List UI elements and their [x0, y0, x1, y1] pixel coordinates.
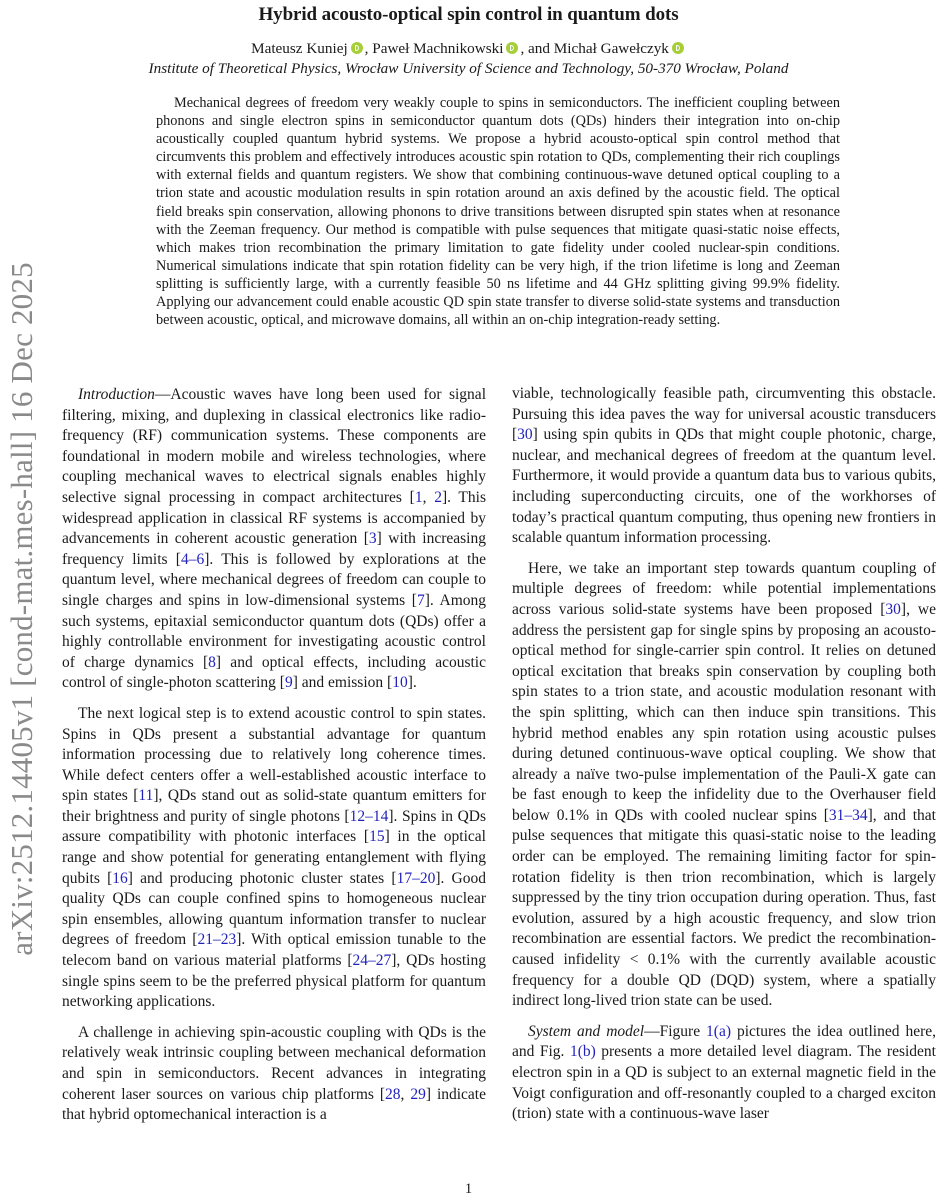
- section-heading: System and model: [528, 1022, 645, 1040]
- citation-link[interactable]: 17–20: [396, 869, 436, 887]
- author-separator: ,: [364, 40, 373, 57]
- paragraph: [512, 384, 936, 549]
- body-text: ].: [407, 674, 417, 692]
- body-text: ]. Good quality QDs can couple confined spins to homogeneous nuclear spin ensembles, allowing quantum information transfer to nuclear degrees of freedom [: [62, 869, 486, 949]
- body-text: A challenge in achieving spin-acoustic coupling with QDs is the relatively weak intrinsic coupling between mechanical deformation and spin in semiconductors. Recent advances in integrating coherent laser sources on various chip platforms [: [62, 1023, 486, 1103]
- citation-link[interactable]: 31–34: [828, 806, 868, 824]
- author-name: Michał Gawełczyk: [553, 40, 669, 57]
- citation-link[interactable]: 4–6: [180, 550, 205, 568]
- citation-link[interactable]: 30: [885, 600, 901, 618]
- body-text: pictures the idea outlined here, and Fig.: [512, 1022, 936, 1061]
- body-text: Here, we take an important step towards quantum coupling of multiple degrees of freedom: while potential implementations across various solid-state systems have been proposed [: [512, 559, 936, 618]
- author-name: Paweł Machnikowski: [372, 40, 504, 57]
- body-text: ] and producing photonic cluster states [: [127, 869, 397, 887]
- paragraph: [62, 385, 486, 694]
- body-text: ] and emission [: [292, 674, 393, 692]
- body-text: ] in the optical range and show potential for generating entanglement with flying qubits [: [62, 828, 486, 887]
- citation-link[interactable]: 2: [434, 488, 442, 506]
- author-name: Mateusz Kuniej: [251, 40, 348, 57]
- body-text: ]. With optical emission tunable to the telecom band on various material platforms [: [62, 931, 486, 970]
- body-column-right: [512, 384, 936, 1135]
- citation-link[interactable]: 21–23: [197, 931, 237, 949]
- orcid-icon[interactable]: [351, 42, 363, 54]
- body-text: The next logical step is to extend acoustic control to spin states. Spins in QDs present a substantial advantage for quantum information processing due to relatively long coherence times. While defect centers offer a well-established acoustic interface to spin states [: [62, 704, 486, 805]
- citation-link[interactable]: 12–14: [349, 807, 389, 825]
- citation-link[interactable]: 24–27: [352, 952, 392, 970]
- body-text: ]. This widespread application in classical RF systems is accompanied by advancements in coherent acoustic generation [: [62, 488, 486, 548]
- paragraph: [62, 704, 486, 1013]
- body-text: ], QDs hosting single spins seem to be the preferred physical platform for quantum networking applications.: [62, 952, 486, 1011]
- citation-link[interactable]: 15: [369, 828, 385, 846]
- orcid-icon[interactable]: [672, 42, 684, 54]
- paragraph: [512, 559, 936, 1012]
- body-text: ], QDs stand out as solid-state quantum emitters for their brightness and purity of single photons [: [62, 787, 486, 825]
- body-text: ], and that pulse sequences that mitigate this quasi-static noise to the leading order can be employed. The remaining limiting factor for spin-rotation fidelity is then trion recombination, which is largely suppressed by the tiny trion occupation during operation. Thus, fast evolution, assured by a high acoustic frequency, and slow trion recombination are essential factors. We predict the recombination-caused infidelity < 0.1% with the currently available acoustic frequency for a double QD (DQD) system, where a spatially indirect long-lived trion state can be used.: [512, 806, 936, 1010]
- body-text: ,: [422, 488, 435, 506]
- body-text: ] indicate that hybrid optomechanical interaction is a: [62, 1085, 486, 1124]
- paragraph: [62, 1023, 486, 1126]
- affiliation: Institute of Theoretical Physics, Wrocław University of Science and Technology, 50-370 Wrocław, Poland: [148, 60, 789, 77]
- citation-link[interactable]: 3: [368, 530, 377, 548]
- citation-link[interactable]: 29: [410, 1085, 426, 1103]
- citation-link[interactable]: 16: [112, 869, 128, 887]
- body-text: viable, technologically feasible path, circumventing this obstacle. Pursuing this idea paves the way for universal acoustic transducers [: [512, 385, 936, 444]
- body-text: ] using spin qubits in QDs that might couple photonic, charge, nuclear, and mechanical degrees of freedom at the quantum level. Furthermore, it would provide a quantum data bus to various qubits, including superconducting circuits, one of the workhorses of today’s practical quantum computing, thus opening new frontiers in scalable quantum information processing.: [512, 426, 936, 547]
- body-text: —Acoustic waves have long been used for signal filtering, mixing, and duplexing in classical electronics like radio-frequency (RF) communication systems. These components are foundational in modern mobile and wireless technologies, where coupling mechanical waves to electrical signals enables highly selective signal processing in compact architectures [: [62, 386, 486, 506]
- body-text: presents a more detailed level diagram. The resident electron spin in a QD is subject to an external magnetic field in the Voigt configuration and off-resonantly coupled to a charged exciton (trion) state with a continuous-wave laser: [512, 1043, 936, 1123]
- body-text: ]. Spins in QDs assure compatibility with photonic interfaces [: [62, 807, 486, 846]
- section-heading: Introduction: [78, 386, 155, 403]
- author-list: [0, 40, 937, 58]
- page-number: 1: [464, 1181, 473, 1197]
- arxiv-stamp: arXiv:2512.14405v1 [cond-mat.mes-hall] 16 Dec 2025: [4, 262, 39, 956]
- citation-link[interactable]: 1(a): [706, 1022, 731, 1040]
- abstract: Mechanical degrees of freedom very weakly couple to spins in semiconductors. The inefficient coupling between phonons and single electron spins in semiconductor quantum dots (QDs) hinders their integration into on-chip acoustically coupled quantum hybrid systems. We propose a hybrid acousto-optical spin control method that circumvents this problem and effectively introduces acoustic spin rotation to QDs, complementing their rich couplings with external fields and quantum registers. We show that combining continuous-wave detuned optical coupling to a trion state and acoustic modulation results in spin rotation around an axis defined by the acoustic field. The optical field breaks spin conservation, allowing phonons to drive transitions between disrupted spin states when at resonance with the Zeeman frequency. Our method is compatible with pulse sequences that mitigate quasi-static noise effects, which makes trion recombination the primary limitation to gate fidelity under cooled nuclear-spin conditions. Numerical simulations indicate that spin rotation fidelity can be very high, if the trion lifetime is long and Zeeman splitting is sufficiently large, with a currently feasible 50 ns lifetime and 44 GHz splitting giving 99.9% fidelity. Applying our advancement could enable acoustic QD spin state transfer to diverse solid-state systems and transduction between acoustic, optical, and microwave domains, all within an on-chip integration-ready setting.: [156, 95, 840, 329]
- body-column-left: [62, 385, 486, 1136]
- author-separator: , and: [520, 40, 554, 57]
- body-text: ]. Among such systems, epitaxial semiconductor quantum dots (QDs) offer a highly controllable environment for investigating acoustic control of charge dynamics [: [62, 591, 486, 671]
- citation-link[interactable]: 30: [517, 426, 533, 444]
- body-text: ] with increasing frequency limits [: [62, 530, 486, 568]
- citation-link[interactable]: 28: [385, 1085, 401, 1103]
- body-text: ] and optical effects, including acoustic control of single-photon scattering [: [62, 653, 486, 692]
- citation-link[interactable]: 9: [284, 674, 293, 692]
- citation-link[interactable]: 1(b): [569, 1043, 596, 1061]
- citation-link[interactable]: 11: [138, 787, 154, 805]
- citation-link[interactable]: 10: [392, 674, 408, 692]
- paragraph: [512, 1022, 936, 1125]
- body-text: —Figure: [644, 1022, 707, 1040]
- body-text: ,: [400, 1085, 411, 1103]
- citation-link[interactable]: 8: [208, 653, 216, 671]
- orcid-icon[interactable]: [506, 42, 518, 54]
- citation-link[interactable]: 1: [414, 488, 423, 506]
- body-text: ], we address the persistent gap for single spins by proposing an acousto-optical method for single-carrier spin control. It relies on detuned optical excitation that breaks spin conservation by coupling both spin states to a trion state, and acoustic modulation resonant with the spin splitting, which can then induce spin transitions. This hybrid method enables any spin rotation using acoustic pulses during detuned continuous-wave optical coupling. We show that already a naïve two-pulse implementation of the Pauli-X gate can be fast enough to keep the infidelity due to the Overhauser field below 0.1% in QDs with cooled nuclear spins [: [512, 600, 936, 824]
- body-text: ]. This is followed by explorations at the quantum level, where mechanical degrees of freedom can couple to single charges and spins in low-dimensional systems [: [62, 550, 486, 609]
- paper-title: Hybrid acousto-optical spin control in quantum dots: [258, 4, 679, 25]
- citation-link[interactable]: 7: [416, 591, 425, 609]
